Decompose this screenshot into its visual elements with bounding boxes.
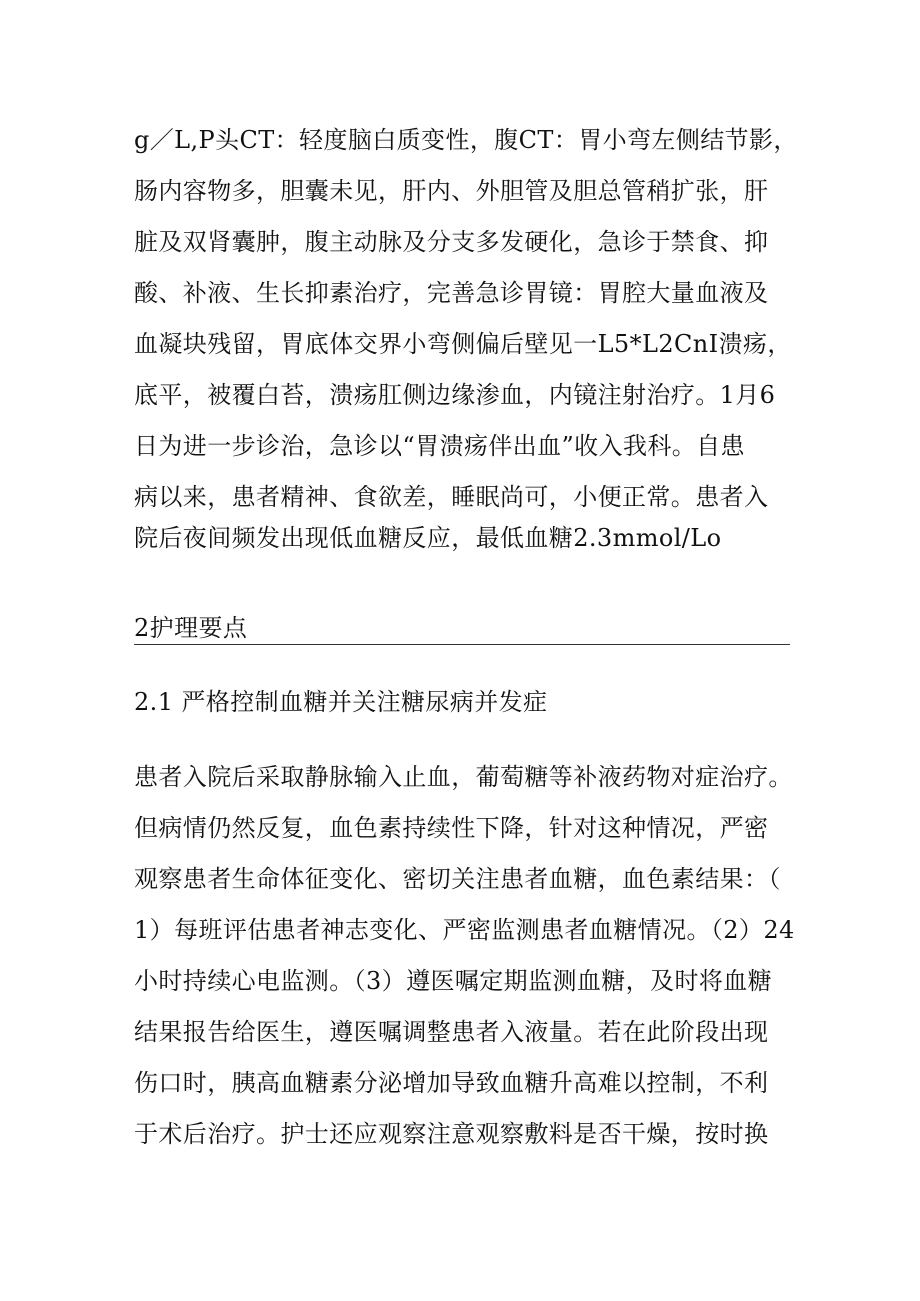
paragraph-line: 底平，被覆白苔，溃疡肛侧边缘渗血，内镜注射治疗。1月6 [134,381,776,409]
paragraph-line: 伤口时，胰高血糖素分泌增加导致血糖升高难以控制，不利 [134,1069,769,1097]
paragraph-line: 患者入院后采取静脉输入止血，葡萄糖等补液药物对症治疗。 [134,763,793,791]
subsection-heading: 2.1 严格控制血糖并关注糖尿病并发症 [134,688,548,716]
paragraph-line: 院后夜间频发出现低血糖反应，最低血糖2.3mmol/Lo [134,524,722,552]
paragraph-line: 病以来，患者精神、食欲差，睡眠尚可，小便正常。患者入 [134,483,769,511]
paragraph-line: 脏及双肾囊肿，腹主动脉及分支多发硬化，急诊于禁食、抑 [134,228,769,256]
section-divider [134,644,790,645]
paragraph-line: 小时持续心电监测。（3）遵医嘱定期监测血糖，及时将血糖 [134,967,773,995]
paragraph-line: 酸、补液、生长抑素治疗，完善急诊胃镜：胃腔大量血液及 [134,279,769,307]
section-heading: 2护理要点 [134,614,248,642]
paragraph-line: 血凝块残留，胃底体交界小弯侧偏后壁见一L5*L2CnI溃疡， [134,330,792,358]
paragraph-line: 日为进一步诊治，急诊以“胃溃疡伴出血”收入我科。自患 [134,432,745,460]
paragraph-line: 结果报告给医生，遵医嘱调整患者入液量。若在此阶段出现 [134,1018,769,1046]
paragraph-line: 肠内容物多，胆囊未见，肝内、外胆管及胆总管稍扩张，肝 [134,177,769,205]
paragraph-line: 1）每班评估患者神志变化、严密监测患者血糖情况。（2）24 [134,916,795,944]
paragraph-line: 于术后治疗。护士还应观察注意观察敷料是否干燥，按时换 [134,1120,769,1148]
paragraph-line: 观察患者生命体征变化、密切关注患者血糖，血色素结果：（ [134,865,781,893]
paragraph-line: g／L,P头CT：轻度脑白质变性，腹CT：胃小弯左侧结节影， [134,126,798,154]
paragraph-line: 但病情仍然反复，血色素持续性下降，针对这种情况，严密 [134,814,769,842]
